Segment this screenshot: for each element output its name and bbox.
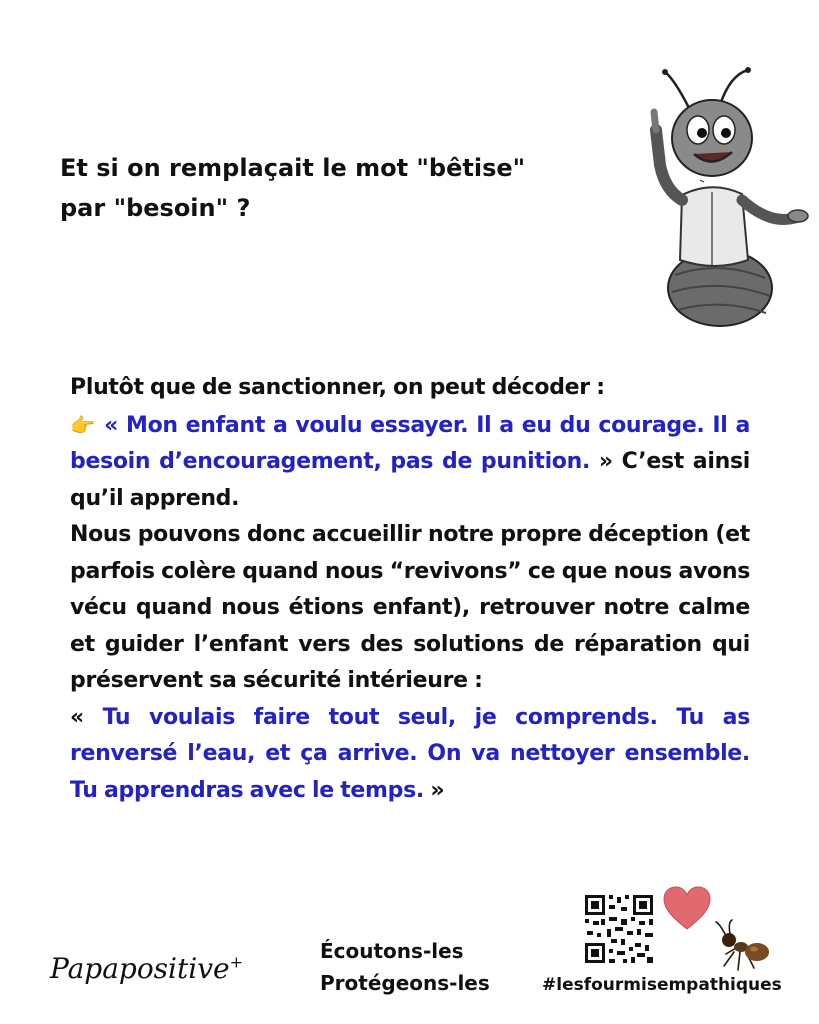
brand-name: Papapositive	[50, 952, 230, 985]
ant-mascot-illustration	[620, 60, 810, 335]
ant-icon	[712, 918, 772, 976]
quote-2-close-mark: »	[423, 777, 445, 803]
quote-2-open-mark: «	[70, 704, 103, 730]
child-needs-quote: « Mon enfant a voulu essayer. Il a eu du courage. Il a besoin d’encouragement, pas de punition.	[70, 412, 750, 474]
reassurance-quote: Tu voulais faire tout seul, je comprends. Tu as renversé l’eau, et ça arrive. On va nettoyer ensemble. Tu apprendras avec le temps.	[70, 704, 751, 803]
slogan-listen: Écoutons-les	[320, 939, 464, 963]
hashtag[interactable]: #lesfourmisempathiques	[542, 975, 782, 995]
brand-logo	[50, 952, 243, 985]
quote-1-paragraph	[70, 407, 750, 518]
guidance-paragraph: Nous pouvons donc accueillir notre propre déception (et parfois colère quand nous “revivons” ce que nous avons vécu quand nous étions enfant), retrouver notre calme et guider l’enfant vers des solutions de réparation qui préservent sa sécurité intérieure :	[70, 522, 750, 693]
slogans	[320, 935, 490, 999]
qr-code[interactable]	[583, 893, 655, 965]
learning-remark: » C’est ainsi qu’il apprend.	[70, 449, 750, 511]
body-text	[70, 370, 750, 809]
page-title	[60, 148, 620, 228]
brand-plus-mark: +	[229, 952, 243, 972]
title-line-2: par "besoin" ?	[60, 194, 251, 222]
heart-icon	[662, 885, 712, 931]
quote-2-paragraph	[70, 700, 750, 810]
intro-line: Plutôt que de sanctionner, on peut décoder :	[70, 375, 605, 400]
pointing-hand-icon: 👉	[70, 412, 97, 437]
slogan-protect: Protégeons-les	[320, 971, 490, 995]
title-line-1: Et si on remplaçait le mot "bêtise"	[60, 154, 526, 182]
